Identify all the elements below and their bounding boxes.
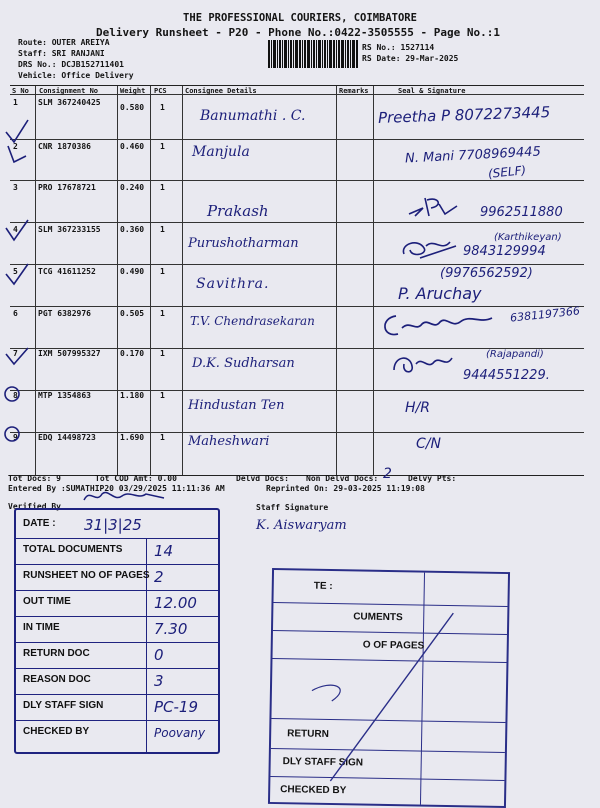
row-3-weight: 0.240 <box>120 183 145 192</box>
staff-signature-label: Staff Signature <box>256 503 329 512</box>
row-2-consignment: CNR 1870386 <box>38 142 91 151</box>
row-5-weight: 0.490 <box>120 267 145 276</box>
stamp2-label-checked-by: CHECKED BY <box>280 784 347 797</box>
row-4-weight: 0.360 <box>120 225 145 234</box>
row-5-consignment: TCG 41611252 <box>38 267 96 276</box>
row-5-consignee: Savithra. <box>196 276 270 292</box>
non-delvd-docs: Non Delvd Docs: <box>306 474 379 483</box>
reprinted-on: Reprinted On: 29-03-2025 11:19:08 <box>266 484 425 493</box>
stamp-value-runsheet-pages: 2 <box>154 568 164 586</box>
stamp-value-dly-staff-sign: PC-19 <box>154 698 199 716</box>
tot-cod-amt: Tot COD Amt: 0.00 <box>95 474 177 483</box>
row-1-consignment: SLM 367240425 <box>38 98 101 107</box>
row-8-pcs: 1 <box>160 391 165 400</box>
barcode-icon <box>268 40 358 68</box>
row-3-consignment: PRO 17678721 <box>38 183 96 192</box>
col-remarks: Remarks <box>339 87 369 95</box>
row-3-pcs: 1 <box>160 183 165 192</box>
row-4-signature-name: (Karthikeyan) <box>494 232 562 243</box>
row-3-signature-scribble-icon <box>405 194 475 220</box>
row-8-consignment: MTP 1354863 <box>38 391 91 400</box>
entered-by: Entered By :SUMATHIP20 03/29/2025 11:11:36 AM <box>8 484 225 493</box>
row-2-consignee: Manjula <box>192 144 250 160</box>
rs-no-label: RS No.: 1527114 <box>362 43 435 52</box>
row-7-weight: 0.170 <box>120 349 145 358</box>
stamp-label-checked-by: CHECKED BY <box>23 726 90 737</box>
row-3-consignee: Prakash <box>207 202 269 220</box>
stamp-label-return-doc: RETURN DOC <box>23 648 90 659</box>
row-5-sno: 5 <box>13 267 18 276</box>
route-label: Route: OUTER AREIYA <box>18 38 110 47</box>
stamp-value-reason-doc: 3 <box>154 672 164 690</box>
runsheet-table <box>10 85 584 476</box>
row-7-consignment: IXM 507995327 <box>38 349 101 358</box>
rs-date-label: RS Date: 29-Mar-2025 <box>362 54 459 63</box>
row-9-signature: C/N <box>416 436 441 452</box>
stamp2-label-pages: O OF PAGES <box>362 639 425 652</box>
row-6-consignment: PGT 6382976 <box>38 309 91 318</box>
row-5-pcs: 1 <box>160 267 165 276</box>
row-1-weight: 0.580 <box>120 103 145 112</box>
stamp-label-dly-staff-sign: DLY STAFF SIGN <box>23 700 104 711</box>
row-9-consignee: Maheshwari <box>188 434 270 449</box>
stamp-label-in-time: IN TIME <box>23 622 60 633</box>
row-7-signature-name: (Rajapandi) <box>486 349 544 360</box>
row-check-marks-icon <box>2 90 32 450</box>
row-7-sno: 7 <box>13 349 18 358</box>
row-7-signature-scribble-icon <box>390 350 460 378</box>
stamp2-date-label: TE : <box>313 580 333 593</box>
verification-stamp <box>14 508 220 754</box>
row-1-sno: 1 <box>13 98 18 107</box>
row-4-signature-phone: 9843129994 <box>463 244 546 259</box>
verified-by-label: Verified By <box>8 502 61 511</box>
row-6-sno: 6 <box>13 309 18 318</box>
delvy-pts: Delvy Pts: <box>408 474 457 483</box>
stamp-value-total-documents: 14 <box>154 542 174 560</box>
stamp-value-out-time: 12.00 <box>154 594 197 612</box>
row-5-signature-phone: (9976562592) <box>440 266 533 281</box>
row-2-sno: 2 <box>13 142 18 151</box>
tot-docs: Tot Docs: 9 <box>8 474 61 483</box>
runsheet-title: Delivery Runsheet - P20 - Phone No.:0422-3505555 - Page No.:1 <box>96 26 500 39</box>
stamp-label-total-documents: TOTAL DOCUMENTS <box>23 544 123 555</box>
stamp-value-in-time: 7.30 <box>154 620 188 638</box>
col-pcs: PCS <box>154 87 167 95</box>
row-2-weight: 0.460 <box>120 142 145 151</box>
row-1-pcs: 1 <box>160 103 165 112</box>
col-weight: Weight <box>120 87 146 95</box>
stamp-date-value: 31|3|25 <box>84 516 142 534</box>
row-1-signature: Preetha P 8072273445 <box>377 102 551 128</box>
row-1-consignee: Banumathi . C. <box>200 108 306 124</box>
row-8-weight: 1.180 <box>120 391 145 400</box>
row-7-consignee: D.K. Sudharsan <box>192 356 295 371</box>
row-6-weight: 0.505 <box>120 309 145 318</box>
drs-no-label: DRS No.: DCJB152711401 <box>18 60 124 69</box>
row-3-signature: 9962511880 <box>480 205 563 220</box>
staff-label: Staff: SRI RANJANI <box>18 49 105 58</box>
col-seal-signature: Seal & Signature <box>398 87 466 95</box>
row-9-weight: 1.690 <box>120 433 145 442</box>
col-sno: S No <box>12 87 29 95</box>
row-5-signature-name: P. Aruchay <box>398 284 482 303</box>
row-4-sno: 4 <box>13 225 18 234</box>
stamp-label-out-time: OUT TIME <box>23 596 71 607</box>
col-consignment: Consignment No <box>39 87 99 95</box>
stamp-label-reason-doc: REASON DOC <box>23 674 91 685</box>
stamp2-label-dly-staff-sign: DLY STAFF SIGN <box>282 756 364 769</box>
stamp2-crossing-stroke-icon <box>290 600 493 793</box>
stamp-date-label: DATE : <box>23 518 56 529</box>
row-4-consignee: Purushotharman <box>188 236 299 251</box>
row-3-sno: 3 <box>13 183 18 192</box>
col-consignee: Consignee Details <box>185 87 257 95</box>
row-8-consignee: Hindustan Ten <box>188 398 285 413</box>
stamp-value-checked-by: Poovany <box>154 726 206 740</box>
row-6-consignee: T.V. Chendrasekaran <box>190 314 315 328</box>
verified-signature-icon <box>80 486 170 508</box>
stamp2-label-documents: CUMENTS <box>353 611 403 624</box>
row-2-pcs: 1 <box>160 142 165 151</box>
row-8-sno: 8 <box>13 391 18 400</box>
vehicle-label: Vehicle: Office Delivery <box>18 71 134 80</box>
stamp-label-runsheet-pages: RUNSHEET NO OF PAGES <box>23 570 150 581</box>
row-4-consignment: SLM 367233155 <box>38 225 101 234</box>
row-6-pcs: 1 <box>160 309 165 318</box>
row-6-signature: 6381197366 <box>509 304 581 325</box>
row-6-signature-scribble-icon <box>380 310 510 342</box>
row-2-signature: N. Mani 7708969445 <box>404 144 542 167</box>
second-stamp <box>268 568 510 808</box>
row-9-consignment: EDQ 14498723 <box>38 433 96 442</box>
row-4-pcs: 1 <box>160 225 165 234</box>
row-7-pcs: 1 <box>160 349 165 358</box>
row-7-signature-phone: 9444551229. <box>463 368 550 383</box>
non-delvd-docs-value: 2 <box>383 466 392 482</box>
company-title: THE PROFESSIONAL COURIERS, COIMBATORE <box>183 12 417 24</box>
delvd-docs: Delvd Docs: <box>236 474 289 483</box>
row-8-signature: H/R <box>405 400 430 416</box>
row-4-signature-scribble-icon <box>398 234 462 262</box>
staff-signature-handwriting: K. Aiswaryam <box>256 518 347 533</box>
row-2-signature-note: (SELF) <box>487 163 527 181</box>
stamp2-label-return: RETURN <box>287 728 329 740</box>
row-9-pcs: 1 <box>160 433 165 442</box>
row-9-sno: 9 <box>13 433 18 442</box>
stamp-value-return-doc: 0 <box>154 646 164 664</box>
